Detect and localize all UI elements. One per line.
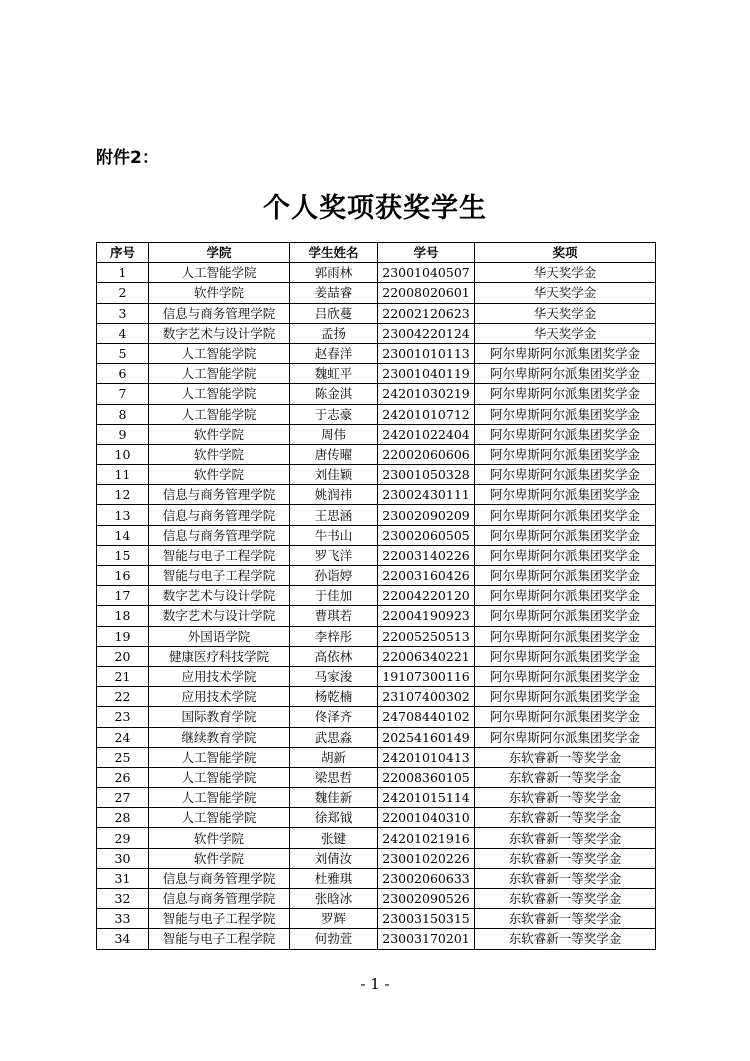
header-student-name: 学生姓名: [290, 243, 378, 263]
cell-student-id: 20254160149: [378, 727, 475, 747]
cell-student-name: 赵春洋: [290, 343, 378, 363]
table-row: [97, 687, 656, 707]
table-row: [97, 404, 656, 424]
cell-student-name: 刘佳颖: [290, 465, 378, 485]
cell-student-name: 姚润祎: [290, 485, 378, 505]
cell-college: 智能与电子工程学院: [149, 545, 290, 565]
table-row: [97, 868, 656, 888]
table-row: [97, 283, 656, 303]
cell-student-id: 23002090209: [378, 505, 475, 525]
cell-student-id: 23001050328: [378, 465, 475, 485]
cell-index: 29: [97, 828, 149, 848]
cell-index: 28: [97, 808, 149, 828]
cell-student-id: 23003150315: [378, 909, 475, 929]
header-index: 序号: [97, 243, 149, 263]
cell-index: 11: [97, 465, 149, 485]
cell-college: 国际教育学院: [149, 707, 290, 727]
cell-student-id: 24201015114: [378, 788, 475, 808]
cell-index: 22: [97, 687, 149, 707]
cell-index: 21: [97, 666, 149, 686]
cell-college: 信息与商务管理学院: [149, 868, 290, 888]
cell-student-id: 23001040507: [378, 263, 475, 283]
cell-student-name: 杨乾楠: [290, 687, 378, 707]
cell-award: 阿尔卑斯阿尔派集团奖学金: [475, 707, 656, 727]
cell-college: 数字艺术与设计学院: [149, 606, 290, 626]
cell-student-id: 22004220120: [378, 586, 475, 606]
cell-award: 东软睿新一等奖学金: [475, 767, 656, 787]
cell-student-name: 姜喆睿: [290, 283, 378, 303]
cell-college: 软件学院: [149, 424, 290, 444]
cell-college: 人工智能学院: [149, 384, 290, 404]
cell-student-name: 刘倩汝: [290, 848, 378, 868]
cell-college: 软件学院: [149, 828, 290, 848]
cell-award: 阿尔卑斯阿尔派集团奖学金: [475, 687, 656, 707]
cell-index: 23: [97, 707, 149, 727]
cell-student-id: 23003170201: [378, 929, 475, 949]
cell-college: 数字艺术与设计学院: [149, 323, 290, 343]
table-row: [97, 727, 656, 747]
cell-award: 华天奖学金: [475, 283, 656, 303]
cell-student-id: 22003160426: [378, 566, 475, 586]
cell-college: 信息与商务管理学院: [149, 889, 290, 909]
cell-student-id: 22006340221: [378, 646, 475, 666]
table-row: [97, 384, 656, 404]
cell-college: 信息与商务管理学院: [149, 505, 290, 525]
cell-award: 阿尔卑斯阿尔派集团奖学金: [475, 606, 656, 626]
cell-student-id: 23004220124: [378, 323, 475, 343]
cell-student-name: 佟泽齐: [290, 707, 378, 727]
cell-college: 智能与电子工程学院: [149, 929, 290, 949]
cell-student-name: 吕欣蔓: [290, 303, 378, 323]
cell-index: 34: [97, 929, 149, 949]
cell-index: 14: [97, 525, 149, 545]
cell-index: 3: [97, 303, 149, 323]
cell-award: 阿尔卑斯阿尔派集团奖学金: [475, 666, 656, 686]
cell-award: 阿尔卑斯阿尔派集团奖学金: [475, 566, 656, 586]
cell-college: 智能与电子工程学院: [149, 566, 290, 586]
cell-college: 人工智能学院: [149, 343, 290, 363]
cell-student-id: 23001010113: [378, 343, 475, 363]
table-row: [97, 424, 656, 444]
cell-college: 外国语学院: [149, 626, 290, 646]
cell-student-name: 于佳加: [290, 586, 378, 606]
cell-college: 软件学院: [149, 444, 290, 464]
cell-award: 阿尔卑斯阿尔派集团奖学金: [475, 626, 656, 646]
cell-student-id: 23107400302: [378, 687, 475, 707]
cell-student-name: 唐传曜: [290, 444, 378, 464]
cell-student-id: 22003140226: [378, 545, 475, 565]
cell-index: 9: [97, 424, 149, 444]
cell-index: 25: [97, 747, 149, 767]
cell-index: 7: [97, 384, 149, 404]
cell-index: 10: [97, 444, 149, 464]
cell-index: 13: [97, 505, 149, 525]
cell-student-name: 陈金淇: [290, 384, 378, 404]
cell-student-id: 23002060505: [378, 525, 475, 545]
table-row: [97, 747, 656, 767]
table-row: [97, 444, 656, 464]
cell-student-name: 王思涵: [290, 505, 378, 525]
cell-student-id: 22005250513: [378, 626, 475, 646]
table-row: [97, 303, 656, 323]
cell-award: 东软睿新一等奖学金: [475, 808, 656, 828]
cell-student-id: 23001020226: [378, 848, 475, 868]
cell-student-name: 张晗冰: [290, 889, 378, 909]
table-row: [97, 666, 656, 686]
cell-award: 阿尔卑斯阿尔派集团奖学金: [475, 404, 656, 424]
cell-student-name: 曹琪若: [290, 606, 378, 626]
table-row: [97, 263, 656, 283]
cell-award: 东软睿新一等奖学金: [475, 909, 656, 929]
cell-student-id: 22008360105: [378, 767, 475, 787]
table-row: [97, 364, 656, 384]
table-row: [97, 525, 656, 545]
cell-award: 东软睿新一等奖学金: [475, 747, 656, 767]
cell-award: 东软睿新一等奖学金: [475, 889, 656, 909]
table-row: [97, 767, 656, 787]
cell-student-id: 24201021916: [378, 828, 475, 848]
cell-index: 24: [97, 727, 149, 747]
cell-award: 阿尔卑斯阿尔派集团奖学金: [475, 384, 656, 404]
cell-college: 人工智能学院: [149, 364, 290, 384]
cell-student-id: 23002090526: [378, 889, 475, 909]
cell-student-name: 魏虹平: [290, 364, 378, 384]
cell-college: 继续教育学院: [149, 727, 290, 747]
table-row: [97, 545, 656, 565]
cell-college: 应用技术学院: [149, 666, 290, 686]
cell-student-name: 孟扬: [290, 323, 378, 343]
cell-college: 软件学院: [149, 465, 290, 485]
cell-college: 信息与商务管理学院: [149, 303, 290, 323]
cell-student-name: 胡新: [290, 747, 378, 767]
document-title: 个人奖项获奖学生: [263, 193, 487, 224]
cell-student-name: 魏佳新: [290, 788, 378, 808]
cell-student-id: 22008020601: [378, 283, 475, 303]
cell-award: 阿尔卑斯阿尔派集团奖学金: [475, 485, 656, 505]
cell-student-id: 22001040310: [378, 808, 475, 828]
cell-award: 阿尔卑斯阿尔派集团奖学金: [475, 364, 656, 384]
cell-index: 30: [97, 848, 149, 868]
cell-student-id: 24201010413: [378, 747, 475, 767]
cell-college: 智能与电子工程学院: [149, 909, 290, 929]
cell-student-name: 周伟: [290, 424, 378, 444]
cell-index: 16: [97, 566, 149, 586]
cell-student-name: 梁思哲: [290, 767, 378, 787]
cell-college: 数字艺术与设计学院: [149, 586, 290, 606]
cell-student-name: 郭雨林: [290, 263, 378, 283]
cell-student-id: 24201010712: [378, 404, 475, 424]
cell-award: 阿尔卑斯阿尔派集团奖学金: [475, 465, 656, 485]
table-row: [97, 848, 656, 868]
cell-index: 5: [97, 343, 149, 363]
cell-award: 阿尔卑斯阿尔派集团奖学金: [475, 505, 656, 525]
table-row: [97, 646, 656, 666]
cell-student-id: 19107300116: [378, 666, 475, 686]
cell-student-name: 何勃萱: [290, 929, 378, 949]
table-header-row: [97, 243, 656, 263]
cell-award: 华天奖学金: [475, 263, 656, 283]
cell-student-id: 22002120623: [378, 303, 475, 323]
cell-award: 阿尔卑斯阿尔派集团奖学金: [475, 545, 656, 565]
cell-student-name: 杜雅琪: [290, 868, 378, 888]
cell-award: 华天奖学金: [475, 303, 656, 323]
cell-college: 人工智能学院: [149, 788, 290, 808]
cell-award: 东软睿新一等奖学金: [475, 848, 656, 868]
table-row: [97, 909, 656, 929]
attachment-label: 附件2：: [96, 148, 159, 168]
cell-student-name: 罗辉: [290, 909, 378, 929]
table-row: [97, 586, 656, 606]
cell-college: 人工智能学院: [149, 767, 290, 787]
table-row: [97, 889, 656, 909]
cell-student-name: 于志豪: [290, 404, 378, 424]
cell-index: 31: [97, 868, 149, 888]
table-row: [97, 606, 656, 626]
cell-student-name: 张键: [290, 828, 378, 848]
cell-student-name: 马家浚: [290, 666, 378, 686]
cell-award: 阿尔卑斯阿尔派集团奖学金: [475, 586, 656, 606]
cell-college: 人工智能学院: [149, 747, 290, 767]
table-row: [97, 343, 656, 363]
cell-college: 人工智能学院: [149, 263, 290, 283]
header-award: 奖项: [475, 243, 656, 263]
cell-award: 华天奖学金: [475, 323, 656, 343]
cell-student-id: 22002060606: [378, 444, 475, 464]
cell-index: 6: [97, 364, 149, 384]
cell-student-name: 李梓彤: [290, 626, 378, 646]
cell-award: 阿尔卑斯阿尔派集团奖学金: [475, 727, 656, 747]
cell-index: 18: [97, 606, 149, 626]
cell-index: 1: [97, 263, 149, 283]
cell-college: 软件学院: [149, 283, 290, 303]
cell-index: 26: [97, 767, 149, 787]
cell-award: 阿尔卑斯阿尔派集团奖学金: [475, 424, 656, 444]
table-row: [97, 323, 656, 343]
cell-college: 信息与商务管理学院: [149, 485, 290, 505]
cell-index: 4: [97, 323, 149, 343]
cell-award: 阿尔卑斯阿尔派集团奖学金: [475, 343, 656, 363]
page-number: - 1 -: [360, 975, 390, 993]
table-row: [97, 485, 656, 505]
cell-student-name: 高依林: [290, 646, 378, 666]
cell-index: 20: [97, 646, 149, 666]
table-row: [97, 505, 656, 525]
cell-student-id: 22004190923: [378, 606, 475, 626]
table-row: [97, 828, 656, 848]
cell-award: 东软睿新一等奖学金: [475, 929, 656, 949]
cell-index: 15: [97, 545, 149, 565]
cell-award: 东软睿新一等奖学金: [475, 828, 656, 848]
cell-student-name: 武思淼: [290, 727, 378, 747]
cell-student-name: 罗飞洋: [290, 545, 378, 565]
cell-college: 人工智能学院: [149, 404, 290, 424]
table-row: [97, 707, 656, 727]
cell-award: 阿尔卑斯阿尔派集团奖学金: [475, 525, 656, 545]
table-row: [97, 626, 656, 646]
cell-student-name: 孙诣婷: [290, 566, 378, 586]
cell-index: 19: [97, 626, 149, 646]
cell-student-name: 牛书山: [290, 525, 378, 545]
cell-index: 27: [97, 788, 149, 808]
header-student-id: 学号: [378, 243, 475, 263]
table-row: [97, 465, 656, 485]
table-row: [97, 788, 656, 808]
cell-index: 33: [97, 909, 149, 929]
cell-index: 2: [97, 283, 149, 303]
table-row: [97, 929, 656, 949]
cell-college: 信息与商务管理学院: [149, 525, 290, 545]
awards-table: [96, 242, 656, 950]
cell-college: 人工智能学院: [149, 808, 290, 828]
cell-college: 健康医疗科技学院: [149, 646, 290, 666]
cell-student-id: 23002430111: [378, 485, 475, 505]
cell-student-id: 23001040119: [378, 364, 475, 384]
cell-index: 32: [97, 889, 149, 909]
cell-award: 东软睿新一等奖学金: [475, 868, 656, 888]
cell-student-id: 24708440102: [378, 707, 475, 727]
cell-award: 东软睿新一等奖学金: [475, 788, 656, 808]
table-row: [97, 808, 656, 828]
cell-index: 12: [97, 485, 149, 505]
cell-college: 应用技术学院: [149, 687, 290, 707]
cell-index: 8: [97, 404, 149, 424]
cell-index: 17: [97, 586, 149, 606]
cell-award: 阿尔卑斯阿尔派集团奖学金: [475, 646, 656, 666]
cell-award: 阿尔卑斯阿尔派集团奖学金: [475, 444, 656, 464]
table-row: [97, 566, 656, 586]
cell-college: 软件学院: [149, 848, 290, 868]
cell-student-id: 24201022404: [378, 424, 475, 444]
header-college: 学院: [149, 243, 290, 263]
cell-student-id: 24201030219: [378, 384, 475, 404]
cell-student-id: 23002060633: [378, 868, 475, 888]
cell-student-name: 徐郑钺: [290, 808, 378, 828]
